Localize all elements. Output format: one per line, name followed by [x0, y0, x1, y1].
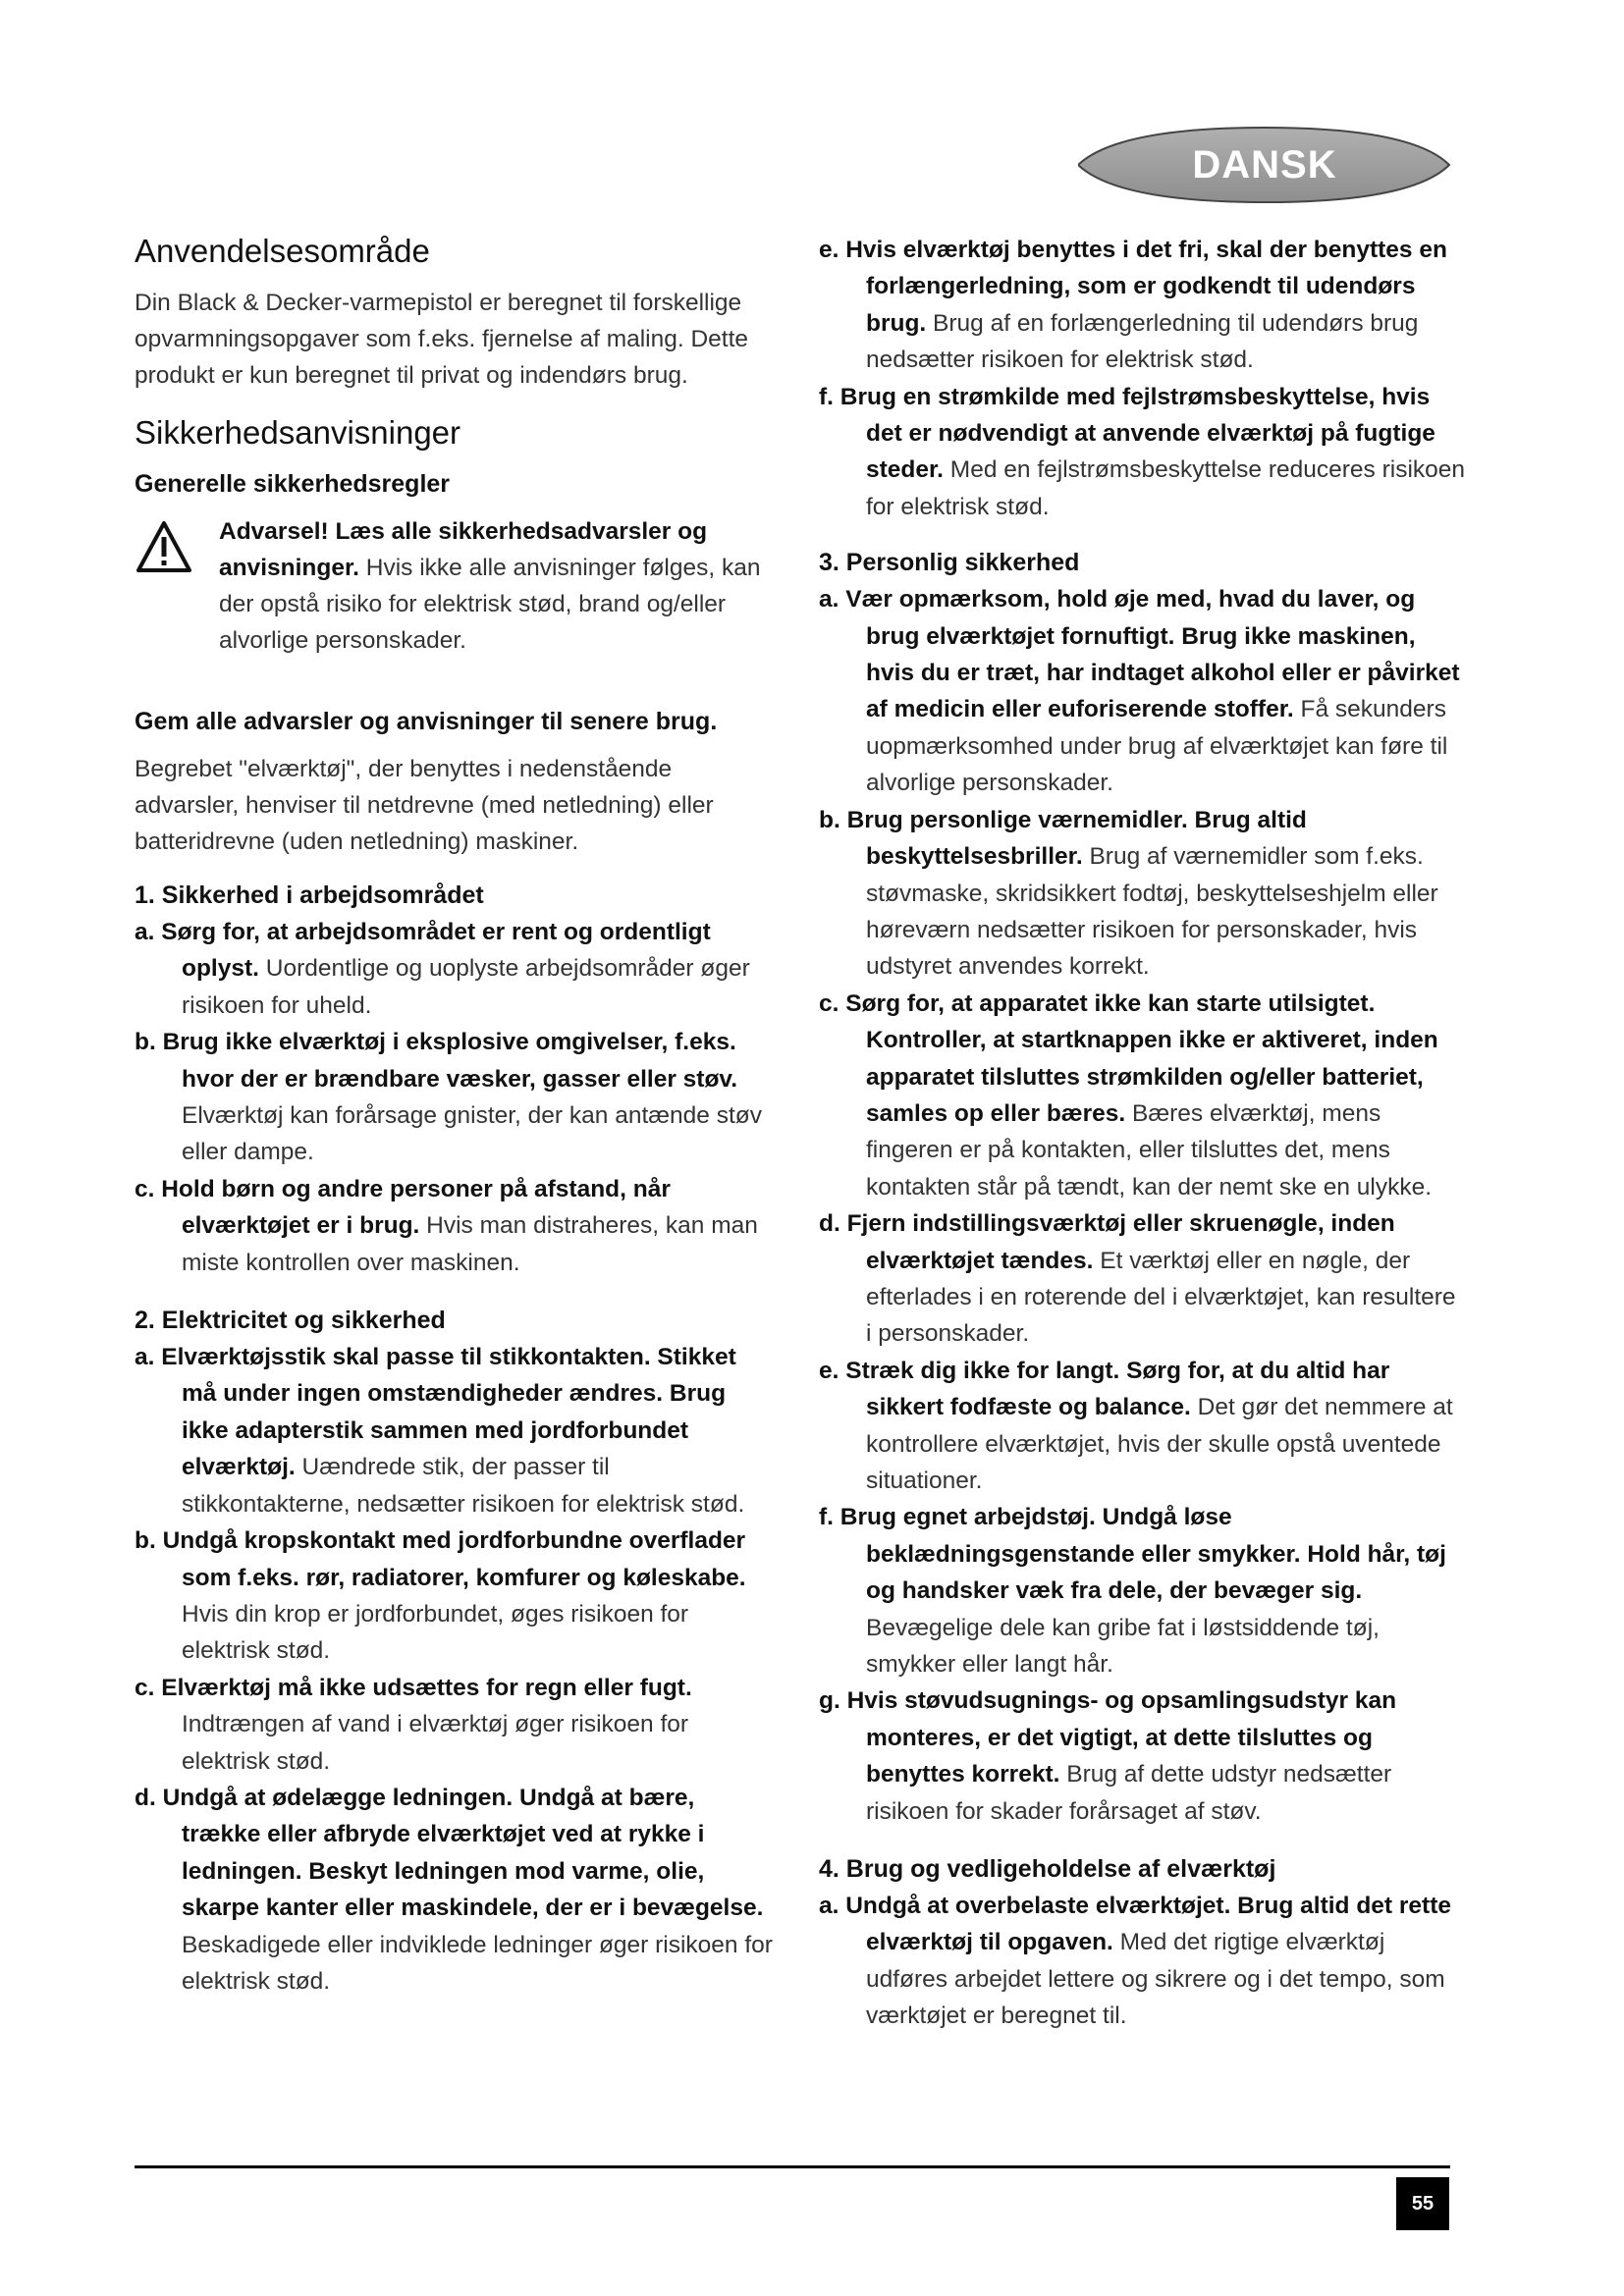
item-2e	[819, 232, 1467, 379]
item-1c	[135, 1171, 773, 1281]
item-2a-bold: a. Elværktøjsstik skal passe til stikkontakten. Stikket må under ingen omstændigheder ændres. Brug ikke adapterstik sammen med jordforbundet elværktøj.	[135, 1344, 736, 1481]
item-3e	[819, 1353, 1467, 1500]
item-3b-text: Brug af værnemidler som f.eks. støvmaske, skridsikkert fodtøj, beskyttelseshjelm eller høreværn nedsætter risikoen for personskader, hvis udstyret anvendes korrekt.	[866, 843, 1438, 981]
item-1c-bold: c. Hold børn og andre personer på afstand, når elværktøjet er i brug.	[135, 1175, 671, 1240]
item-3c	[819, 986, 1467, 1205]
item-3g	[819, 1682, 1467, 1830]
item-1b	[135, 1024, 773, 1171]
item-2b-bold: b. Undgå kropskontakt med jordforbundne overflader som f.eks. rør, radiatorer, komfurer og køleskabe.	[135, 1527, 746, 1591]
warning-normal: Hvis ikke alle anvisninger følges, kan der opstå risiko for elektrisk stød, brand og/eller alvorlige personskader.	[219, 555, 761, 654]
save-instructions-heading: Gem alle advarsler og anvisninger til senere brug.	[135, 708, 718, 735]
right-column	[819, 232, 1467, 2035]
warning-bold: Advarsel! Læs alle sikkerhedsadvarsler og anvisninger.	[219, 518, 708, 581]
item-3b-bold: b. Brug personlige værnemidler. Brug altid beskyttelsesbriller.	[819, 806, 1307, 871]
item-1b-text: Elværktøj kan forårsage gnister, der kan antænde støv eller dampe.	[182, 1102, 762, 1166]
section-1-title: 1. Sikkerhed i arbejdsområdet	[135, 881, 484, 909]
item-4a-bold: a. Undgå at overbelaste elværktøjet. Brug altid det rette elværktøj til opgaven.	[819, 1893, 1451, 1956]
item-3g-bold: g. Hvis støvudsugnings- og opsamlingsudstyr kan monteres, er det vigtigt, at dette tilsluttes og benyttes korrekt.	[819, 1687, 1397, 1789]
page-number: 55	[1396, 2177, 1449, 2230]
item-3e-bold: e. Stræk dig ikke for langt. Sørg for, at du altid har sikkert fodfæste og balance.	[819, 1357, 1390, 1421]
item-2c	[135, 1670, 773, 1780]
item-2c-bold: c. Elværktøj må ikke udsættes for regn eller fugt.	[135, 1674, 692, 1701]
warning-block	[135, 513, 773, 659]
item-2c-text: Indtrængen af vand i elværktøj øger risikoen for elektrisk stød.	[182, 1711, 689, 1775]
item-3a-bold: a. Vær opmærksom, hold øje med, hvad du laver, og brug elværktøjet fornuftigt. Brug ikke maskinen, hvis du er træt, har indtaget alkohol eller er påvirket af medicin eller euforiserende stoffer.	[819, 586, 1460, 723]
item-1a-text: Uordentlige og uoplyste arbejdsområder øger risikoen for uheld.	[182, 955, 750, 1019]
item-2d-bold: d. Undgå at ødelægge ledningen. Undgå at bære, trække eller afbryde elværktøjet ved at rykke i ledningen. Beskyt ledningen mod varme, olie, skarpe kanter eller maskindele, der er i bevægelse.	[135, 1784, 764, 1922]
warning-triangle-icon	[135, 519, 193, 574]
item-3e-text: Det gør det nemmere at kontrollere elværktøjet, hvis der skulle opstå uventede situationer.	[866, 1394, 1453, 1494]
item-2e-text: Brug af en forlængerledning til udendørs brug nedsætter risikoen for elektrisk stød.	[866, 309, 1419, 374]
item-3f-text: Bevægelige dele kan gribe fat i løstsiddende tøj, smykker eller langt hår.	[866, 1614, 1380, 1679]
warning-text	[219, 513, 773, 659]
item-4a	[819, 1888, 1467, 2035]
item-2a	[135, 1339, 773, 1522]
item-1a	[135, 914, 773, 1024]
footer-divider	[135, 2165, 1450, 2168]
safety-heading: Sikkerhedsanvisninger	[135, 414, 461, 451]
general-rules-heading: Generelle sikkerhedsregler	[135, 470, 451, 498]
item-2f-text: Med en fejlstrømsbeskyttelse reduceres risikoen for elektrisk stød.	[866, 456, 1466, 520]
item-2f-bold: f. Brug en strømkilde med fejlstrømsbeskyttelse, hvis det er nødvendigt at anvende elværktøj på fugtige steder.	[819, 383, 1435, 484]
section-4-title: 4. Brug og vedligeholdelse af elværktøj	[819, 1855, 1276, 1884]
item-2e-bold: e. Hvis elværktøj benyttes i det fri, skal der benyttes en forlængerledning, som er godkendt til udendørs brug.	[819, 237, 1447, 337]
language-tab	[1078, 126, 1451, 204]
item-3a-text: Få sekunders uopmærksomhed under brug af elværktøjet kan føre til alvorlige personskader.	[866, 696, 1448, 797]
item-2b-text: Hvis din krop er jordforbundet, øges risikoen for elektrisk stød.	[182, 1600, 689, 1665]
usage-heading: Anvendelsesområde	[135, 233, 430, 269]
item-2f	[819, 379, 1467, 526]
item-1a-bold: a. Sørg for, at arbejdsområdet er rent og ordentligt oplyst.	[135, 919, 711, 983]
item-1c-text: Hvis man distraheres, kan man miste kontrollen over maskinen.	[182, 1212, 758, 1276]
section-2-title: 2. Elektricitet og sikkerhed	[135, 1307, 446, 1335]
item-2a-text: Uændrede stik, der passer til stikkontakterne, nedsætter risikoen for elektrisk stød.	[182, 1454, 745, 1518]
item-3d	[819, 1205, 1467, 1353]
item-3c-text: Bæres elværktøj, mens fingeren er på kontakten, eller tilsluttes det, mens kontakten står på tændt, kan der nemt ske en ulykke.	[866, 1099, 1433, 1201]
item-3f-bold: f. Brug egnet arbejdstøj. Undgå løse beklædningsgenstande eller smykker. Hold hår, tøj og handsker væk fra dele, der bevæger sig.	[819, 1504, 1446, 1605]
item-3d-bold: d. Fjern indstillingsværktøj eller skruenøgle, inden elværktøjet tændes.	[819, 1210, 1395, 1274]
item-1b-bold: b. Brug ikke elværktøj i eksplosive omgivelser, f.eks. hvor der er brændbare væsker, gasser eller støv.	[135, 1029, 738, 1093]
term-paragraph: Begrebet "elværktøj", der benyttes i nedenstående advarsler, henviser til netdrevne (med netledning) eller batteridrevne (uden netledning) maskiner.	[135, 756, 714, 855]
language-label: DANSK	[1192, 142, 1337, 187]
item-3b	[819, 802, 1467, 986]
usage-paragraph: Din Black & Decker-varmepistol er beregnet til forskellige opvarmningsopgaver som f.eks. fjernelse af maling. Dette produkt er kun beregnet til privat og indendørs brug.	[135, 290, 749, 389]
left-column	[135, 232, 773, 2000]
item-3f	[819, 1499, 1467, 1682]
item-4a-text: Med det rigtige elværktøj udføres arbejdet lettere og sikrere og i det tempo, som værktøjet er beregnet til.	[866, 1929, 1445, 2030]
item-2d	[135, 1780, 773, 2000]
item-3c-bold: c. Sørg for, at apparatet ikke kan starte utilsigtet. Kontroller, at startknappen ikke er aktiveret, inden apparatet tilsluttes strømkilden og/eller batteriet, samles op eller bæres.	[819, 989, 1438, 1127]
item-3d-text: Et værktøj eller en nøgle, der efterlades i en roterende del i elværktøjet, kan resultere i personskader.	[866, 1247, 1456, 1348]
section-3-title: 3. Personlig sikkerhed	[819, 549, 1080, 577]
item-3g-text: Brug af dette udstyr nedsætter risikoen for skader forårsaget af støv.	[866, 1761, 1392, 1825]
item-2b	[135, 1522, 773, 1670]
item-2d-text: Beskadigede eller indviklede ledninger øger risikoen for elektrisk stød.	[182, 1931, 773, 1995]
item-3a	[819, 581, 1467, 801]
